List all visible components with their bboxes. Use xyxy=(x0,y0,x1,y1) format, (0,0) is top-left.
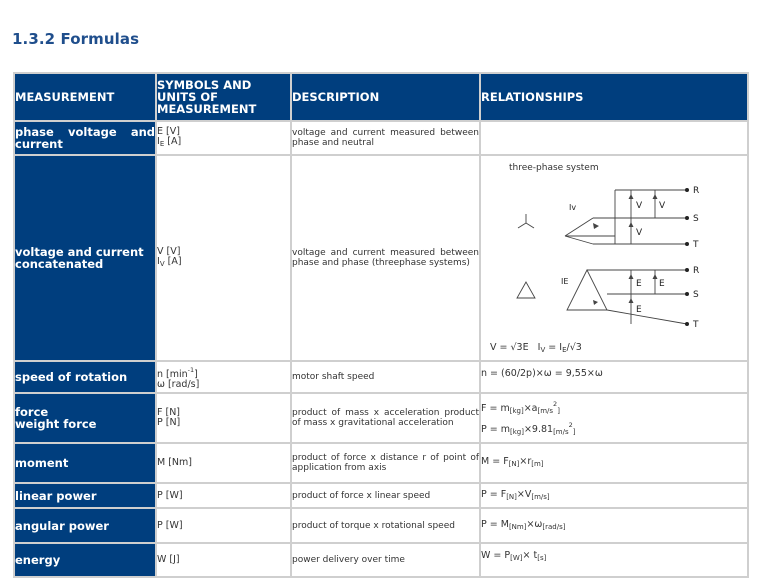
description-cell: voltage and current measured between phase and phase (threephase systems) xyxy=(291,155,480,361)
description-cell: power delivery over time xyxy=(291,543,480,577)
star-voltage-label: V xyxy=(659,201,666,211)
symbol-line: n $[\min^{-1}]$ xyxy=(157,365,198,380)
symbol-line: $I_V$ [A] xyxy=(157,256,182,268)
diagram-title: three-phase system xyxy=(509,163,599,173)
star-symbol xyxy=(518,214,534,228)
measurement-cell: linear power xyxy=(14,483,156,508)
header-relationships: RELATIONSHIPS xyxy=(480,73,748,121)
three-phase-formula: V = √3E $I_V = I_E/√3$ xyxy=(490,342,582,354)
measurement-cell: voltage and current concatenated xyxy=(14,155,156,361)
delta-voltage-label: E xyxy=(636,305,642,315)
section-title: 1.3.2 Formulas xyxy=(12,30,140,48)
delta-voltage-label: E xyxy=(636,279,642,289)
relationships-cell xyxy=(480,393,748,443)
star-voltage-label: V xyxy=(636,228,643,238)
three-phase-diagram-cell xyxy=(480,155,748,361)
description-cell: motor shaft speed xyxy=(291,361,480,393)
delta-connection xyxy=(567,270,687,324)
table-row xyxy=(14,121,748,155)
symbols-cell xyxy=(156,155,291,361)
table-row xyxy=(14,443,748,483)
phase-label-t: T xyxy=(693,240,699,250)
description-cell: product of force x linear speed xyxy=(291,483,480,508)
table-row xyxy=(14,483,748,508)
formula: n = (60/2p)×ω = 9,55×ω xyxy=(481,368,603,379)
description-cell: product of mass x acceleration product of mass x gravitational acceleration xyxy=(291,393,480,443)
description-cell: product of force x distance r of point of application from axis xyxy=(291,443,480,483)
symbol-line: ω [rad/s] xyxy=(157,378,200,390)
relationships-cell xyxy=(480,483,748,508)
symbols-cell xyxy=(156,121,291,155)
relationships-cell xyxy=(480,508,748,543)
phase-label-t: T xyxy=(693,320,699,330)
symbol-line: E [V] xyxy=(157,126,180,137)
header-symbols: SYMBOLS AND UNITS OF MEASUREMENT xyxy=(156,73,291,121)
table-row xyxy=(14,543,748,577)
formula: $W = P_{[W]}\times t_{[s]}$ xyxy=(481,550,547,562)
star-current-label: Iv xyxy=(569,203,577,212)
description-cell: voltage and current measured between phase and neutral xyxy=(291,121,480,155)
formula: $P = M_{[Nm]}\times\omega_{[rad/s]}$ xyxy=(481,518,566,531)
relationships-cell xyxy=(480,443,748,483)
formula: $P = m_{[kg]}\times 9.81_{[m/s}^2_]$ xyxy=(481,421,576,436)
star-connection xyxy=(565,190,687,244)
table-row xyxy=(14,155,748,361)
symbols-cell xyxy=(156,393,291,443)
measurement-cell: angular power xyxy=(14,508,156,543)
measurement-cell: moment xyxy=(14,443,156,483)
header-row xyxy=(14,73,748,121)
star-voltage-label: V xyxy=(636,201,643,211)
delta-current-label: IE xyxy=(561,277,569,286)
phase-label-r: R xyxy=(693,186,700,196)
symbols-cell xyxy=(156,361,291,393)
relationships-cell xyxy=(480,361,748,393)
formula: $M = F_{[N]}\times r_{[m]}$ xyxy=(481,456,544,468)
symbols-cell: W [J] xyxy=(156,543,291,577)
terminal-dots xyxy=(685,188,689,326)
formula: $F = m_{[kg]}\times a_{[m/s}^2_]$ xyxy=(481,400,560,415)
table-row xyxy=(14,361,748,393)
formulas-table xyxy=(13,72,749,578)
symbols-cell: P [W] xyxy=(156,508,291,543)
measurement-cell: force weight force xyxy=(14,393,156,443)
relationships-cell xyxy=(480,543,748,577)
table-row xyxy=(14,393,748,443)
arrowheads xyxy=(593,194,658,305)
symbol-line: V [V] xyxy=(157,246,181,257)
symbol-line: P [N] xyxy=(157,417,181,428)
delta-voltage-label: E xyxy=(659,279,665,289)
measurement-cell: speed of rotation xyxy=(14,361,156,393)
formula: $P = F_{[N]}\times V_{[m/s]}$ xyxy=(481,488,550,501)
delta-symbol xyxy=(517,282,535,298)
header-description: DESCRIPTION xyxy=(291,73,480,121)
phase-label-r: R xyxy=(693,266,700,276)
header-measurement: MEASUREMENT xyxy=(14,73,156,121)
three-phase-diagram xyxy=(481,156,747,362)
measurement-cell: energy xyxy=(14,543,156,577)
description-cell: product of torque x rotational speed xyxy=(291,508,480,543)
table-row xyxy=(14,508,748,543)
symbol-line: $I_E$ [A] xyxy=(157,136,182,148)
phase-label-s: S xyxy=(693,214,699,224)
relationships-cell xyxy=(480,121,748,155)
measurement-cell: phase voltage and current xyxy=(14,121,156,155)
phase-label-s: S xyxy=(693,290,699,300)
symbols-cell: P [W] xyxy=(156,483,291,508)
symbols-cell: M [Nm] xyxy=(156,443,291,483)
symbol-line: F [N] xyxy=(157,407,181,418)
